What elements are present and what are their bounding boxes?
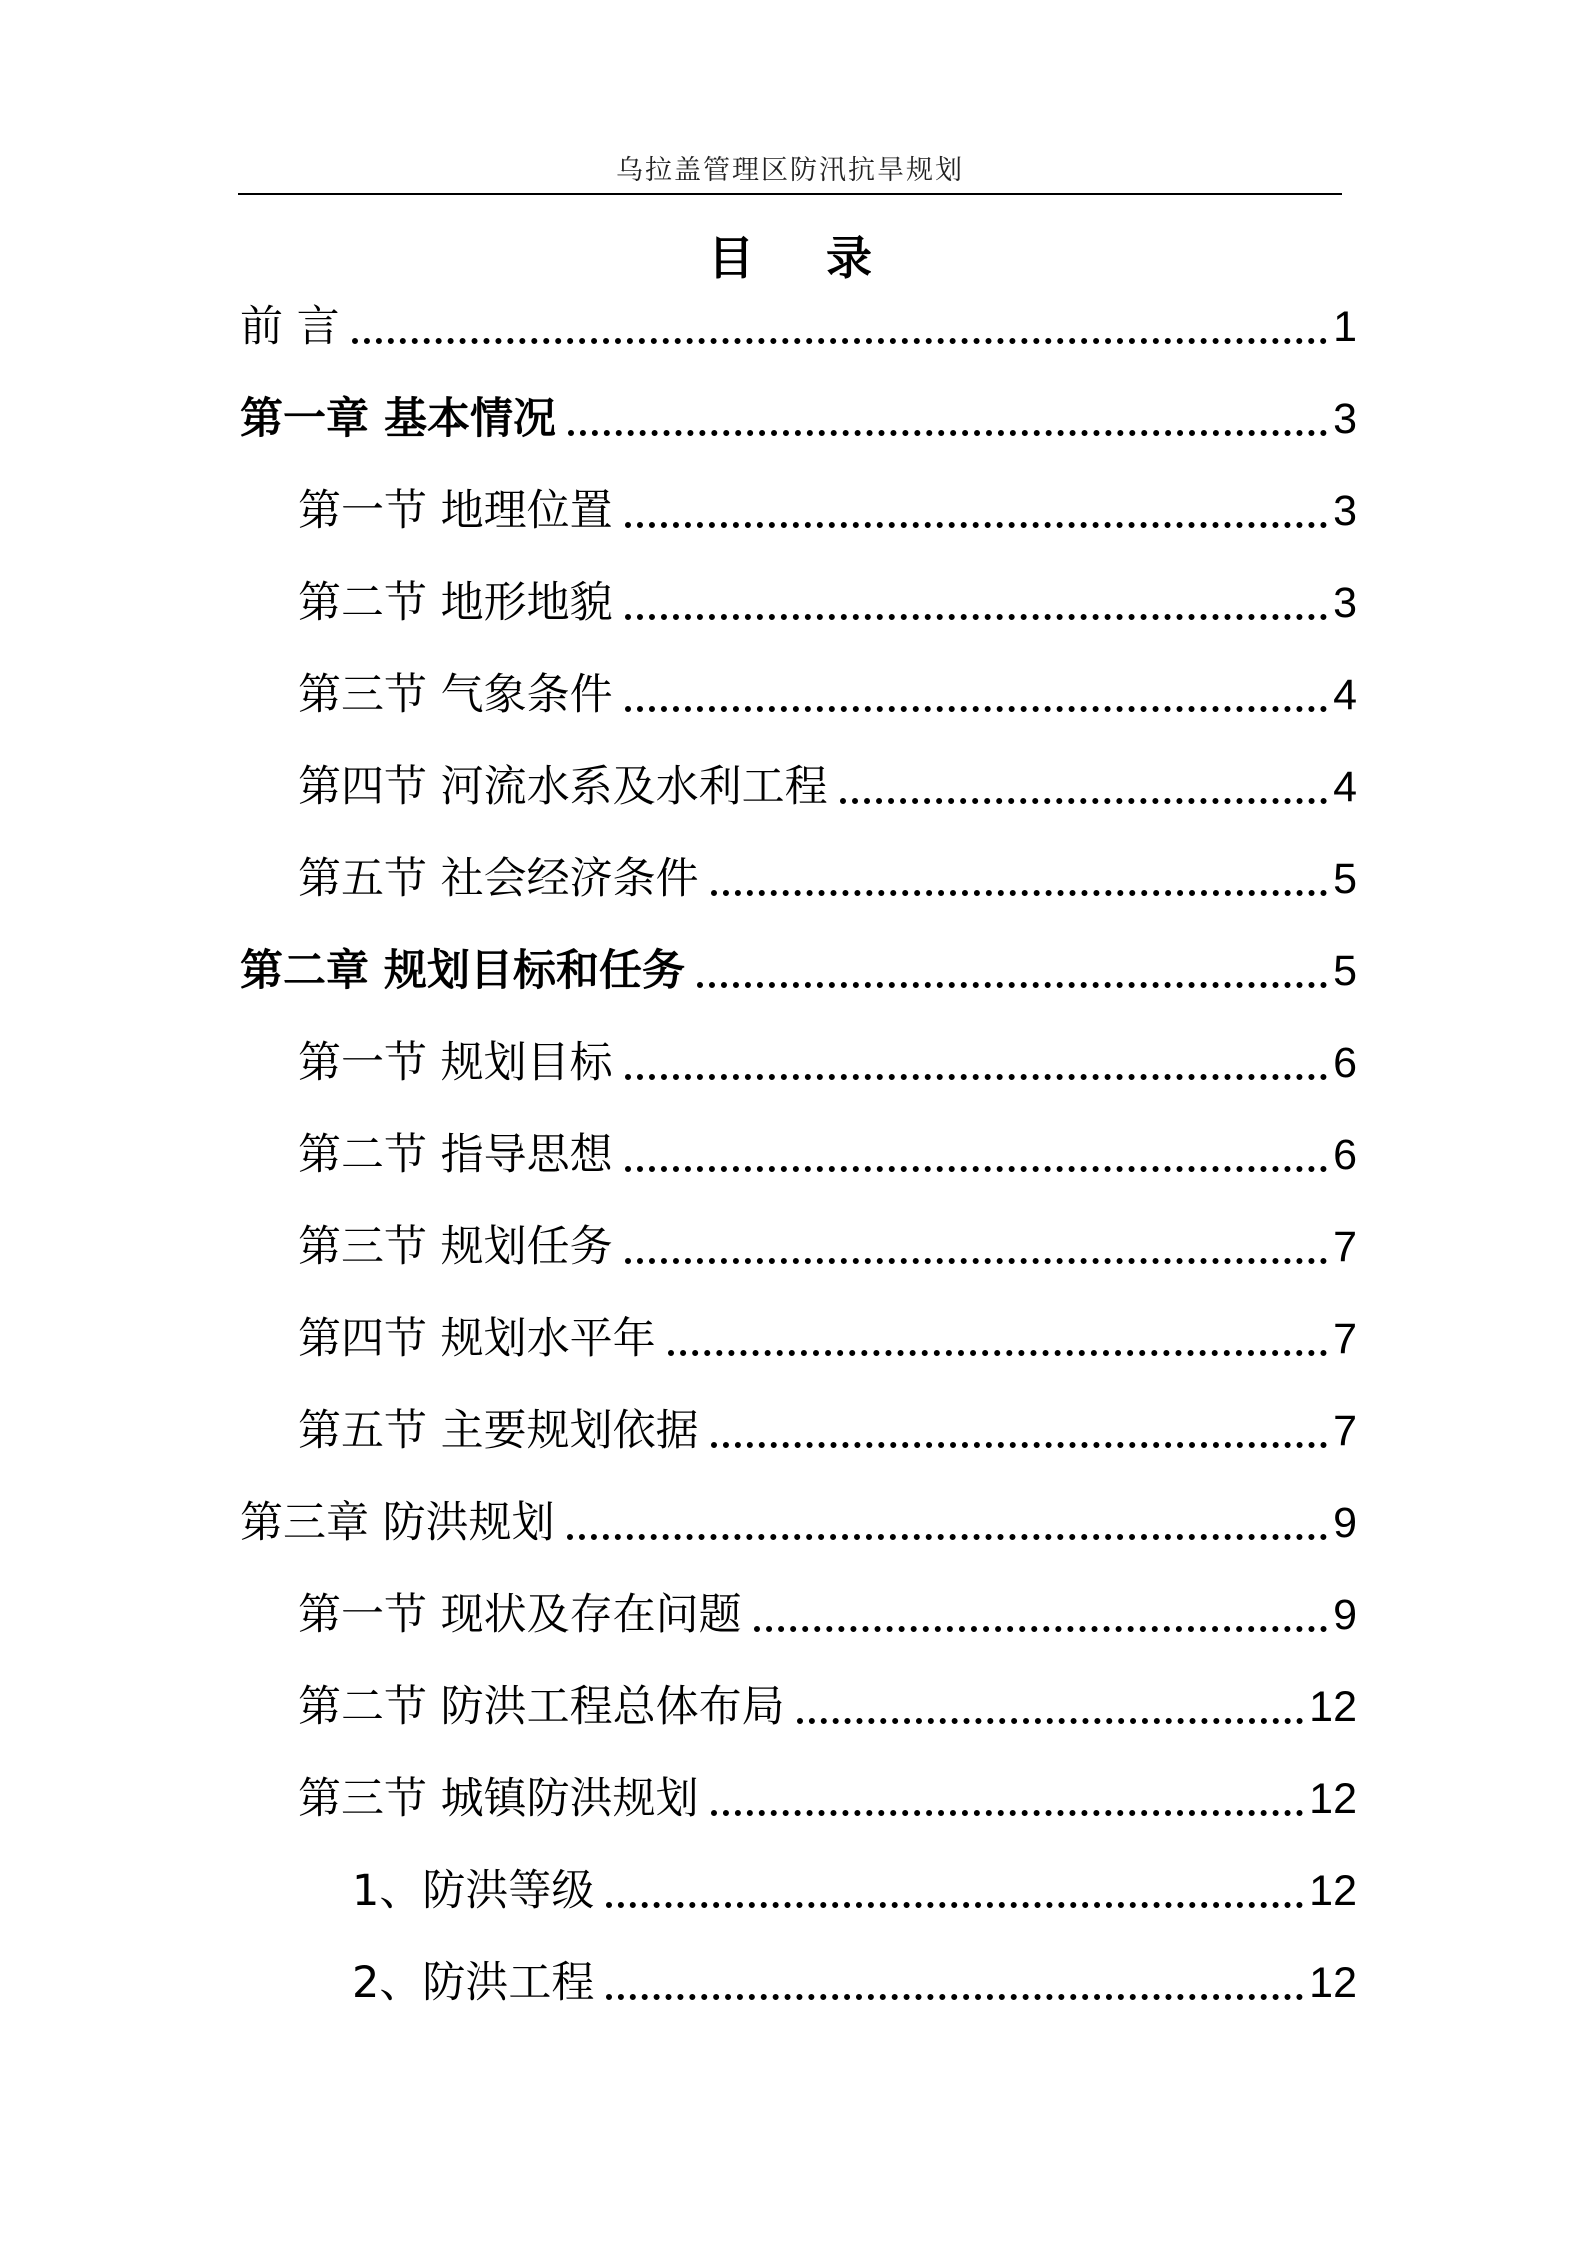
toc-entry-section[interactable] [298, 757, 1357, 817]
toc-entry-page: 5 [1333, 947, 1357, 995]
dot-leader [711, 1442, 1327, 1448]
toc-entry-section[interactable] [298, 481, 1357, 541]
toc-entry-page: 4 [1333, 763, 1357, 811]
toc-entry-page: 3 [1333, 487, 1357, 535]
toc-entry-page: 3 [1333, 579, 1357, 627]
dot-leader [568, 430, 1327, 436]
dot-leader [697, 982, 1327, 988]
toc-entry-section[interactable] [298, 1677, 1357, 1737]
toc-entry-section[interactable] [298, 1769, 1357, 1829]
toc-entry-subsection[interactable] [352, 1861, 1357, 1921]
toc-entry-section[interactable] [298, 573, 1357, 633]
toc-entry-page: 12 [1309, 1959, 1357, 2007]
toc-entry-page: 9 [1333, 1591, 1357, 1639]
toc-entry-label: 第四节 河流水系及水利工程 [298, 762, 828, 812]
toc-entry-label: 第四节 规划水平年 [298, 1314, 656, 1364]
toc-entry-label: 第五节 社会经济条件 [298, 854, 699, 904]
toc-entry-page: 4 [1333, 671, 1357, 719]
toc-entry-section[interactable] [298, 1585, 1357, 1645]
toc-entry-chapter-2[interactable] [240, 941, 1357, 1001]
dot-leader [625, 614, 1327, 620]
toc-entry-label: 第一章 基本情况 [240, 394, 556, 444]
dot-leader [711, 890, 1327, 896]
dot-leader [625, 1074, 1327, 1080]
dot-leader [625, 706, 1327, 712]
toc-entry-label: 第二节 地形地貌 [298, 578, 613, 628]
toc-entry-page: 7 [1333, 1223, 1357, 1271]
toc-entry-section[interactable] [298, 1401, 1357, 1461]
toc-entry-page: 12 [1309, 1867, 1357, 1915]
toc-entry-section[interactable] [298, 1309, 1357, 1369]
toc-entry-page: 3 [1333, 395, 1357, 443]
toc-title: 目 录 [707, 231, 900, 285]
dot-leader [625, 1166, 1327, 1172]
toc-entry-page: 5 [1333, 855, 1357, 903]
toc-entry-section[interactable] [298, 1217, 1357, 1277]
dot-leader [840, 798, 1327, 804]
dot-leader [606, 1902, 1303, 1908]
toc-entry-chapter-1[interactable] [240, 389, 1357, 449]
dot-leader [711, 1810, 1303, 1816]
running-header: 乌拉盖管理区防汛抗旱规划 [616, 155, 964, 186]
toc-entry-label: 第三章 防洪规划 [240, 1498, 555, 1548]
toc-entry-label: 第一节 规划目标 [298, 1038, 613, 1088]
toc-entry-section[interactable] [298, 665, 1357, 725]
dot-leader [625, 1258, 1327, 1264]
dot-leader [352, 338, 1327, 344]
dot-leader [606, 1994, 1303, 2000]
toc-entry-page: 6 [1333, 1131, 1357, 1179]
toc-entry-label: 第三节 规划任务 [298, 1222, 613, 1272]
toc-entry-label: 第三节 气象条件 [298, 670, 613, 720]
dot-leader [668, 1350, 1327, 1356]
toc-entry-label: 第一节 地理位置 [298, 486, 613, 536]
toc-entry-page: 6 [1333, 1039, 1357, 1087]
toc-entry-page: 9 [1333, 1499, 1357, 1547]
dot-leader [567, 1534, 1327, 1540]
dot-leader [625, 522, 1327, 528]
toc-entry-subsection[interactable] [352, 1953, 1357, 2013]
toc-entry-page: 1 [1333, 303, 1357, 351]
toc-entry-section[interactable] [298, 1033, 1357, 1093]
toc-entry-label: 前 言 [240, 302, 340, 352]
toc-entry-page: 12 [1309, 1775, 1357, 1823]
toc-entry-label: 第二章 规划目标和任务 [240, 946, 685, 996]
dot-leader [754, 1626, 1327, 1632]
toc-entry-chapter-3[interactable] [240, 1493, 1357, 1553]
toc-entry-section[interactable] [298, 849, 1357, 909]
header-divider [238, 193, 1342, 195]
toc-entry-label: 第三节 城镇防洪规划 [298, 1774, 699, 1824]
toc-entry-page: 7 [1333, 1407, 1357, 1455]
toc-entry-label: 第二节 防洪工程总体布局 [298, 1682, 785, 1732]
toc-entry-label: 第一节 现状及存在问题 [298, 1590, 742, 1640]
dot-leader [797, 1718, 1303, 1724]
toc-entry-label: 2、防洪工程 [352, 1958, 595, 2008]
toc-entry-label: 1、防洪等级 [352, 1866, 595, 1916]
toc-entry-label: 第二节 指导思想 [298, 1130, 613, 1180]
toc-entry-label: 第五节 主要规划依据 [298, 1406, 699, 1456]
toc-entry-page: 7 [1333, 1315, 1357, 1363]
toc-entry-preface[interactable] [240, 297, 1357, 357]
toc-entry-page: 12 [1309, 1683, 1357, 1731]
toc-entry-section[interactable] [298, 1125, 1357, 1185]
